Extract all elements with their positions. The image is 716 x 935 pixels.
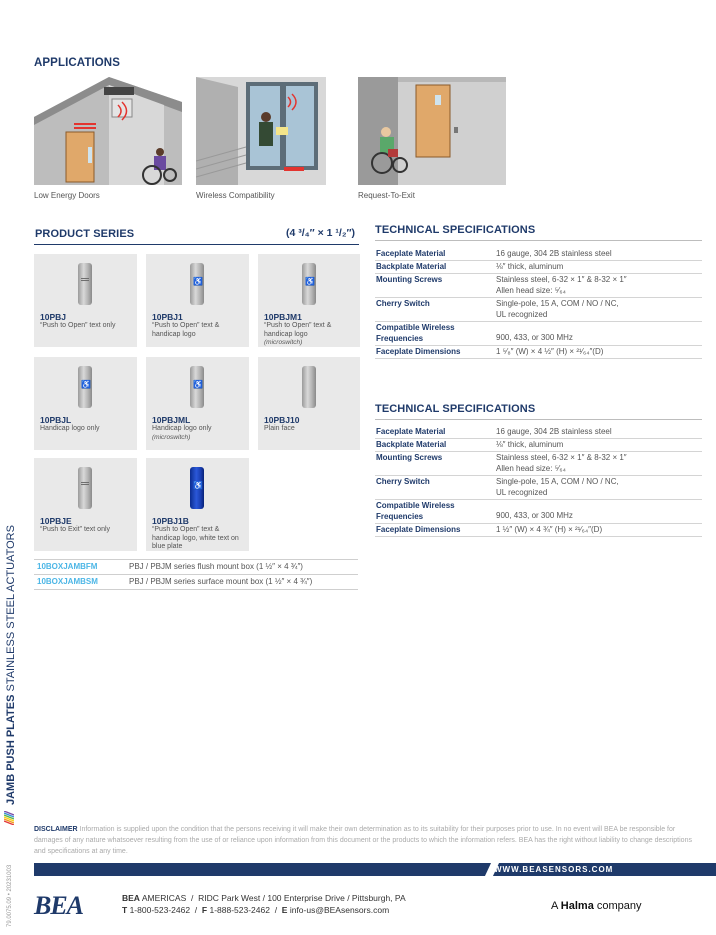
product-code: 10PBJM1 — [264, 312, 302, 322]
tech-specs-table — [375, 426, 702, 537]
product-code: 10PBJ10 — [264, 415, 300, 425]
push-plate-image — [302, 366, 316, 408]
spec-key: Cherry Switch — [376, 477, 430, 486]
spec-key: Compatible Wireless Frequencies — [376, 323, 455, 343]
product-tile — [146, 357, 249, 450]
tech-specs-heading: TECHNICAL SPECIFICATIONS — [375, 224, 536, 236]
box-desc: PBJ / PBJM series surface mount box (1 ½″ × 4 ¾″) — [129, 577, 313, 586]
product-code: 10PBJL — [40, 415, 72, 425]
spec-value: Single-pole, 15 A, COM / NO / NC, UL recognized — [496, 299, 619, 319]
product-code: 10PBJML — [152, 415, 191, 425]
low-energy-doors-illustration — [34, 77, 182, 185]
product-tile — [258, 357, 360, 450]
tech-specs-table — [375, 248, 702, 359]
spec-key: Faceplate Dimensions — [376, 347, 461, 356]
spec-row — [375, 426, 702, 439]
disclaimer — [34, 824, 704, 857]
website-link[interactable]: WWW.BEASENSORS.COM — [494, 865, 614, 874]
push-plate-image — [190, 366, 204, 408]
spec-row — [375, 298, 702, 322]
product-desc: “Push to Exit” text only — [40, 526, 111, 533]
applications-heading: APPLICATIONS — [34, 57, 120, 69]
caption-low-energy: Low Energy Doors — [34, 191, 100, 200]
spec-value: 1 ½″ (W) × 4 ¾″ (H) × ²¹⁄₆₄″(D) — [496, 525, 603, 534]
contact-info: T 1-800-523-2462 / F 1-888-523-2462 / E info-us@BEAsensors.com — [122, 905, 390, 915]
spec-value: Single-pole, 15 A, COM / NO / NC, UL recognized — [496, 477, 619, 497]
spec-key: Mounting Screws — [376, 453, 443, 462]
spec-value: 1 ⁵⁄₈″ (W) × 4 ½″ (H) × ²¹⁄₆₄″(D) — [496, 347, 604, 356]
spec-key: Compatible Wireless Frequencies — [376, 501, 455, 521]
spec-row — [375, 248, 702, 261]
spec-key: Cherry Switch — [376, 299, 430, 308]
handicap-icon: ♿ — [193, 380, 203, 389]
address: RIDC Park West / 100 Enterprise Drive / Pittsburgh, PA — [198, 893, 406, 903]
disclaimer-text: Information is supplied upon the condition that the persons receiving it will make their own determination as to its suitability for their purposes prior to use. In no event will BEA be responsible for damages of any nature whatsoever resulting from the use of or reliance upon information from this document or the products to which the information refers. BEA has the right without liability to change descriptions and specifications at any time. — [34, 826, 692, 855]
spec-key: Faceplate Material — [376, 249, 446, 258]
handicap-icon: ♿ — [193, 481, 203, 490]
halma-a: A — [551, 900, 558, 912]
product-desc: “Push to Open” text & handicap logo, white text on blue plate — [152, 526, 239, 550]
box-row — [34, 575, 358, 590]
divider — [375, 419, 702, 420]
product-code: 10PBJ1B — [152, 516, 189, 526]
side-title-rest: STAINLESS STEEL ACTUATORS — [5, 525, 17, 692]
side-title — [4, 505, 18, 825]
halma-name: Halma — [560, 900, 594, 912]
product-code: 10PBJ1 — [152, 312, 183, 322]
product-tile — [258, 254, 360, 347]
handicap-icon: ♿ — [81, 380, 91, 389]
footer-bar — [34, 863, 716, 876]
product-tile — [34, 458, 137, 551]
caption-wireless: Wireless Compatibility — [196, 191, 275, 200]
spec-row — [375, 346, 702, 359]
spec-row — [375, 452, 702, 476]
box-row — [34, 559, 358, 575]
product-series-heading: PRODUCT SERIES — [35, 228, 135, 240]
product-code: 10PBJ — [40, 312, 66, 322]
push-plate-image — [302, 263, 316, 305]
spec-row — [375, 261, 702, 274]
spec-key: Backplate Material — [376, 440, 447, 449]
spec-key: Faceplate Material — [376, 427, 446, 436]
divider — [375, 240, 702, 241]
wireless-compatibility-illustration — [196, 77, 326, 185]
spec-value: 16 gauge, 304 2B stainless steel — [496, 249, 612, 258]
spec-value: ⅛″ thick, aluminum — [496, 262, 564, 271]
product-tile — [34, 357, 137, 450]
spec-key: Mounting Screws — [376, 275, 443, 284]
spec-value: ⅛″ thick, aluminum — [496, 440, 564, 449]
product-desc: Handicap logo only — [40, 425, 100, 432]
spec-row — [375, 322, 702, 346]
document-number: 79.0075.09 • 20231003 — [7, 864, 13, 927]
product-desc: Plain face — [264, 425, 295, 432]
handicap-icon: ♿ — [305, 277, 315, 286]
side-title-bold: JAMB PUSH PLATES — [5, 694, 17, 805]
phone[interactable]: 1-800-523-2462 — [129, 905, 191, 915]
company-name: BEA — [122, 893, 140, 903]
email-link[interactable]: info-us@BEAsensors.com — [289, 905, 390, 915]
product-tile — [146, 458, 249, 551]
company-address: BEA AMERICAS / RIDC Park West / 100 Enterprise Drive / Pittsburgh, PA — [122, 893, 406, 903]
spec-row — [375, 439, 702, 452]
handicap-icon: ♿ — [193, 277, 203, 286]
box-code: 10BOXJAMBSM — [37, 577, 98, 586]
push-plate-image — [78, 467, 92, 509]
box-desc: PBJ / PBJM series flush mount box (1 ½″ × 4 ¾″) — [129, 562, 303, 571]
product-desc: “Push to Open” text & handicap logo (microswitch) — [264, 322, 332, 346]
spec-key: Faceplate Dimensions — [376, 525, 461, 534]
product-series-size: (4 ³/₄″ × 1 ¹/₂″) — [286, 227, 356, 239]
divider — [34, 244, 359, 245]
email-label: E — [281, 905, 288, 915]
spec-row — [375, 274, 702, 298]
caption-request-to-exit: Request-To-Exit — [358, 191, 415, 200]
fax: 1-888-523-2462 — [209, 905, 270, 915]
product-tile — [34, 254, 137, 347]
halma-tagline — [551, 900, 642, 912]
spec-value: Stainless steel, 6-32 × 1″ & 8-32 × 1″ Allen head size: ⁵⁄₆₄ — [496, 275, 627, 295]
halma-company: company — [596, 900, 642, 912]
spec-value: Stainless steel, 6-32 × 1″ & 8-32 × 1″ Allen head size: ⁵⁄₆₄ — [496, 453, 627, 473]
company-region: AMERICAS — [141, 893, 187, 903]
fax-label: F — [201, 905, 208, 915]
spec-value: 16 gauge, 304 2B stainless steel — [496, 427, 612, 436]
tech-specs-heading: TECHNICAL SPECIFICATIONS — [375, 403, 536, 415]
push-plate-image — [78, 263, 92, 305]
bea-logo: BEA — [34, 891, 84, 920]
phone-label: T — [122, 905, 128, 915]
product-tile — [146, 254, 249, 347]
push-plate-image-blue — [190, 467, 204, 509]
spec-row — [375, 500, 702, 524]
spec-key: Backplate Material — [376, 262, 447, 271]
product-desc: “Push to Open” text only — [40, 322, 116, 329]
product-desc: Handicap logo only (microswitch) — [152, 425, 212, 441]
product-code: 10PBJE — [40, 516, 72, 526]
product-desc: “Push to Open” text & handicap logo — [152, 322, 220, 338]
disclaimer-label: DISCLAIMER — [34, 826, 78, 833]
box-code: 10BOXJAMBFM — [37, 562, 98, 571]
spec-row — [375, 476, 702, 500]
request-to-exit-illustration — [358, 77, 506, 185]
spec-row — [375, 524, 702, 537]
spec-value: 900, 433, or 300 MHz — [496, 333, 573, 342]
push-plate-image — [78, 366, 92, 408]
spec-value: 900, 433, or 300 MHz — [496, 511, 573, 520]
push-plate-image — [190, 263, 204, 305]
